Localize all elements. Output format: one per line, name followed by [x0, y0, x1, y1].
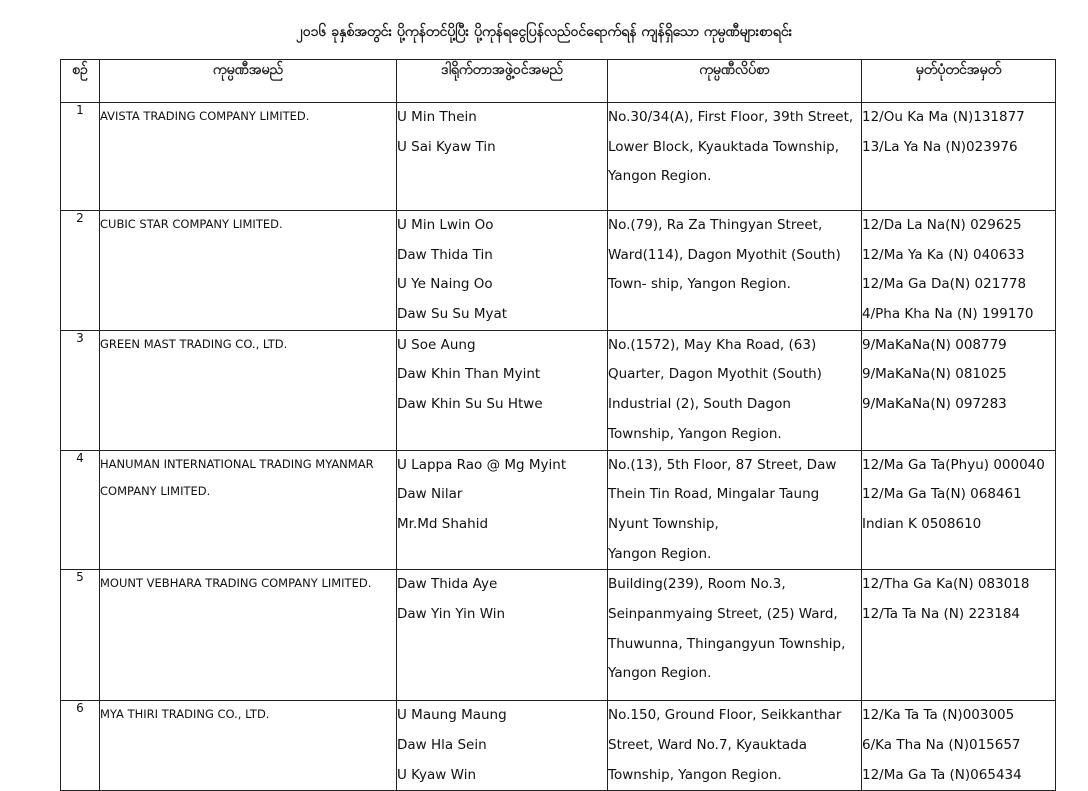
director-name: U Kyaw Win: [397, 766, 476, 783]
nrc-number: 13/La Ya Na (N)023976: [862, 138, 1018, 155]
director-name: Daw Khin Su Su Htwe: [397, 396, 543, 413]
table-row: [61, 330, 1056, 450]
address-line: Yangon Region.: [608, 545, 712, 562]
header-company-name: ကုမ္ပဏီအမည်: [100, 60, 397, 103]
address-cell: [608, 450, 862, 570]
address-line: Thein Tin Road, Mingalar Taung: [608, 486, 820, 503]
nrc-number: Indian K 0508610: [862, 515, 982, 532]
address-line: Township, Yangon Region.: [608, 766, 782, 783]
row-number: 6: [61, 701, 100, 791]
nrc-number: 12/Da La Na(N) 029625: [862, 217, 1022, 233]
row-number: 1: [61, 103, 100, 211]
director-name: Daw Yin Yin Win: [397, 605, 506, 622]
company-name: AVISTA TRADING COMPANY LIMITED.: [100, 109, 310, 123]
address-line: Ward(114), Dagon Myothit (South): [608, 246, 841, 263]
company-table: [60, 59, 1056, 791]
nrc-number: 4/Pha Kha Na (N) 199170: [862, 306, 1034, 323]
table-row: [61, 701, 1056, 791]
table-row: [61, 450, 1056, 570]
header-company-address: ကုမ္ပဏီလိပ်စာ: [608, 60, 862, 103]
address-line: Industrial (2), South Dagon: [608, 396, 791, 413]
director-name: U Maung Maung: [397, 707, 507, 724]
address-line: Thuwunna, Thingangyun Township,: [608, 635, 846, 652]
company-name: MYA THIRI TRADING CO., LTD.: [100, 707, 270, 722]
address-line: Town- ship, Yangon Region.: [608, 276, 791, 293]
header-directors: ဒါရိုက်တာအဖွဲ့ဝင်အမည်: [397, 60, 608, 103]
nrc-cell: [862, 570, 1056, 701]
company-name-cell: [100, 211, 397, 331]
director-name: Daw Hla Sein: [397, 736, 487, 753]
address-cell: [608, 701, 862, 791]
address-line: No.30/34(A), First Floor, 39th Street,: [608, 109, 854, 125]
nrc-number: 12/Ka Ta Ta (N)003005: [862, 707, 1015, 724]
row-number: 5: [61, 570, 100, 701]
address-cell: [608, 570, 862, 701]
nrc-number: 12/Ma Ga Ta(N) 068461: [862, 486, 1022, 503]
director-name: Daw Thida Tin: [397, 246, 493, 263]
nrc-number: 12/Tha Ga Ka(N) 083018: [862, 576, 1030, 593]
address-line: Lower Block, Kyauktada Township,: [608, 138, 840, 155]
address-line: Building(239), Room No.3,: [608, 576, 786, 593]
director-name: U Soe Aung: [397, 336, 476, 353]
director-name: U Sai Kyaw Tin: [397, 138, 496, 155]
nrc-number: 12/Ou Ka Ma (N)131877: [862, 109, 1025, 125]
company-name: HANUMAN INTERNATIONAL TRADING MYANMAR COMPANY LIMITED.: [100, 456, 374, 498]
nrc-number: 12/Ma Ga Ta(Phyu) 000040: [862, 456, 1045, 473]
address-line: No.150, Ground Floor, Seikkanthar: [608, 707, 842, 724]
director-name: Daw Khin Than Myint: [397, 366, 541, 383]
nrc-cell: [862, 103, 1056, 211]
company-name-cell: [100, 450, 397, 570]
nrc-number: 9/MaKaNa(N) 097283: [862, 396, 1007, 413]
director-name: Daw Su Su Myat: [397, 306, 508, 323]
directors-cell: [397, 103, 608, 211]
address-cell: [608, 330, 862, 450]
table-row: [61, 103, 1056, 211]
nrc-number: 12/Ta Ta Na (N) 223184: [862, 605, 1020, 622]
address-line: Seinpanmyaing Street, (25) Ward,: [608, 605, 838, 622]
nrc-cell: [862, 701, 1056, 791]
header-no: စဉ်: [61, 60, 100, 103]
company-name-cell: [100, 701, 397, 791]
company-name-cell: [100, 103, 397, 211]
director-name: U Min Lwin Oo: [397, 217, 494, 233]
nrc-number: 12/Ma Ya Ka (N) 040633: [862, 246, 1025, 263]
address-line: Yangon Region.: [608, 168, 712, 185]
director-name: U Min Thein: [397, 109, 477, 125]
nrc-cell: [862, 450, 1056, 570]
director-name: Mr.Md Shahid: [397, 515, 489, 532]
director-name: U Lappa Rao @ Mg Myint: [397, 456, 567, 473]
company-name-cell: [100, 570, 397, 701]
director-name: Daw Thida Aye: [397, 576, 498, 593]
address-line: Township, Yangon Region.: [608, 425, 782, 442]
directors-cell: [397, 450, 608, 570]
address-line: No.(79), Ra Za Thingyan Street,: [608, 217, 823, 233]
director-name: U Ye Naing Oo: [397, 276, 493, 293]
directors-cell: [397, 330, 608, 450]
company-name-cell: [100, 330, 397, 450]
company-name: MOUNT VEBHARA TRADING COMPANY LIMITED.: [100, 576, 372, 591]
table-body: [61, 103, 1056, 791]
table-row: [61, 211, 1056, 331]
header-nrc-number: မှတ်ပုံတင်အမှတ်: [862, 60, 1056, 103]
row-number: 2: [61, 211, 100, 331]
address-line: No.(13), 5th Floor, 87 Street, Daw: [608, 456, 837, 473]
table-header-row: [61, 60, 1056, 103]
nrc-cell: [862, 330, 1056, 450]
address-line: Quarter, Dagon Myothit (South): [608, 366, 822, 383]
row-number: 3: [61, 330, 100, 450]
directors-cell: [397, 211, 608, 331]
address-line: Yangon Region.: [608, 665, 712, 682]
director-name: Daw Nilar: [397, 486, 463, 503]
company-name: GREEN MAST TRADING CO., LTD.: [100, 336, 288, 351]
nrc-cell: [862, 211, 1056, 331]
address-line: Nyunt Township,: [608, 515, 719, 532]
directors-cell: [397, 570, 608, 701]
nrc-number: 12/Ma Ga Ta (N)065434: [862, 766, 1022, 783]
table-row: [61, 570, 1056, 701]
company-name: CUBIC STAR COMPANY LIMITED.: [100, 217, 283, 231]
nrc-number: 9/MaKaNa(N) 081025: [862, 366, 1007, 383]
address-cell: [608, 103, 862, 211]
nrc-number: 6/Ka Tha Na (N)015657: [862, 736, 1021, 753]
address-cell: [608, 211, 862, 331]
address-line: Street, Ward No.7, Kyauktada: [608, 736, 808, 753]
nrc-number: 9/MaKaNa(N) 008779: [862, 336, 1007, 353]
directors-cell: [397, 701, 608, 791]
row-number: 4: [61, 450, 100, 570]
page-title: ၂၀၁၆ ခုနှစ်အတွင်း ပို့ကုန်တင်ပို့ပြီး ပို့ကုန်ရငွေပြန်လည်ဝင်ရောက်ရန် ကျန်ရှိသော ကုမ္ပဏီများစာရင်း: [295, 24, 793, 40]
nrc-number: 12/Ma Ga Da(N) 021778: [862, 276, 1027, 293]
address-line: No.(1572), May Kha Road, (63): [608, 336, 817, 353]
